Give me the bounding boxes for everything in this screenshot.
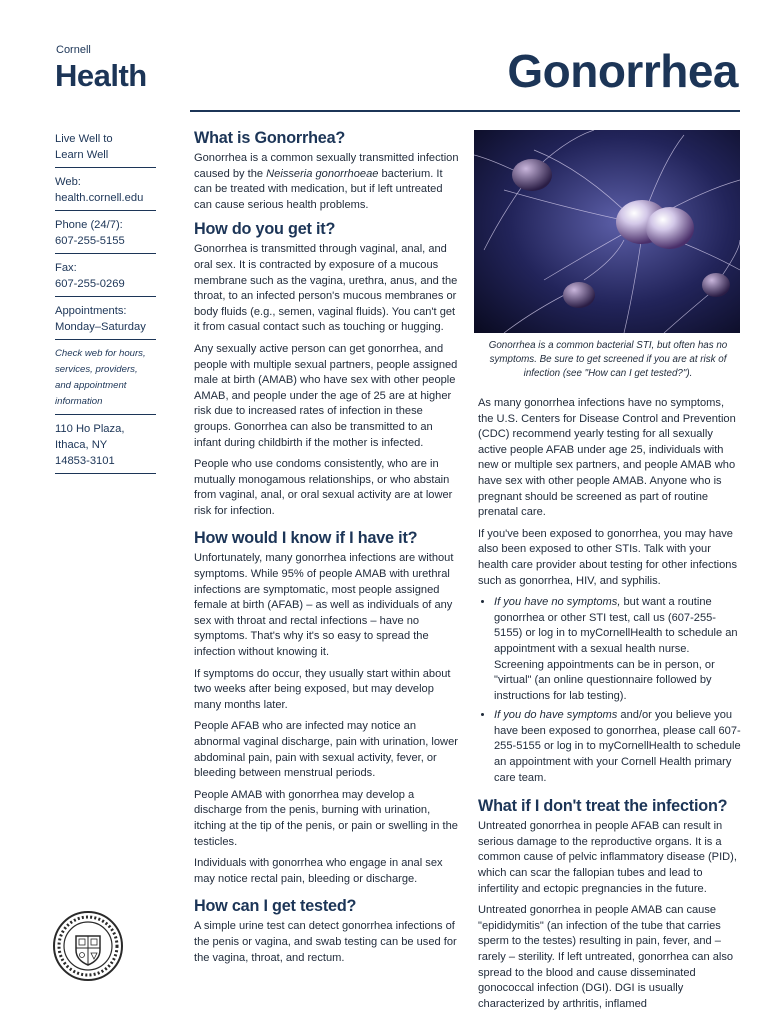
- hours-note-line-4: information: [55, 396, 103, 407]
- header-rule: [190, 110, 740, 112]
- symptoms-text: and/or you believe you have been exposed to gonorrhea, please call 607-255-5155 or log in to myCornellHealth to schedule an appointment with your Cornell Health primary care team.: [494, 709, 741, 784]
- appointments-label: Appointments:: [55, 305, 127, 317]
- no-symptoms-lead: If you have no symptoms,: [494, 596, 621, 609]
- list-item: [494, 595, 742, 704]
- how-get-paragraph-1: Gonorrhea is transmitted through vaginal, anal, and oral sex. It is contracted by exposure of a mucous membrane such as the vagina, urethra, anus, and the throat, to an infected person's mucous membranes or body fluids (e.g., semen, vaginal fluids). You can't get it from casual contact such as touching or hugging.: [194, 243, 458, 334]
- know-paragraph-3: People AFAB who are infected may notice an abnormal vaginal discharge, pain with urination, lower abdominal pain, pain with sexual activity, fever, or bleeding between menstrual periods.: [194, 720, 458, 780]
- species-name: Neisseria gonorrhoeae: [266, 167, 379, 180]
- phone-number[interactable]: 607-255-5155: [55, 235, 125, 247]
- fax-label: Fax:: [55, 262, 77, 274]
- page-title: Gonorrhea: [507, 45, 738, 97]
- tagline-line-2: Learn Well: [55, 149, 109, 161]
- heading-what-is: What is Gonorrhea?: [194, 129, 346, 147]
- phone-label: Phone (24/7):: [55, 219, 123, 231]
- what-is-text-b: bacterium. It can be treated with medication, but if left untreated can cause serious health problems.: [194, 167, 443, 211]
- address-block: [55, 420, 156, 474]
- bacteria-photo: [474, 130, 740, 333]
- know-paragraph-5: Individuals with gonorrhea who engage in anal sex may notice rectal pain, bleeding or discharge.: [194, 857, 443, 885]
- untreated-paragraph-2: Untreated gonorrhea in people AMAB can cause "epididymitis" (an infection of the tube that carries sperm to the testes) resulting in pain, fever, and – rarely – sterility. If left untreated, gonorrhea can also spread to the blood and cause disseminated gonococcal infection (DGI). DGI is usually characterized by arthritis, inflamed: [478, 904, 734, 1010]
- heading-untreated: What if I don't treat the infection?: [478, 797, 728, 816]
- address-line-3: 14853-3101: [55, 455, 115, 467]
- appointments-days: Monday–Saturday: [55, 321, 146, 333]
- hours-note-block: [55, 345, 156, 415]
- hours-note-line-2: services, providers,: [55, 364, 138, 375]
- web-label: Web:: [55, 176, 81, 188]
- know-paragraph-4: People AMAB with gonorrhea may develop a discharge from the penis, burning with urination, itching at the tip of the penis, or pain or swelling in the testicles.: [194, 788, 458, 848]
- heading-how-get: How do you get it?: [194, 220, 336, 239]
- brand-org: Cornell: [56, 44, 91, 56]
- address-line-2: Ithaca, NY: [55, 439, 108, 451]
- main-column-left: [194, 128, 460, 972]
- what-is-text-a: Gonorrhea is a common sexually transmitted infection caused by the: [194, 152, 459, 180]
- fax-number: 607-255-0269: [55, 278, 125, 290]
- appointments-block: [55, 302, 156, 340]
- testing-paragraph-2: If you've been exposed to gonorrhea, you may have also been exposed to other STIs. Talk with your health care provider about testing for other infections such as gonorrhea, HIV, and syphilis.: [478, 527, 738, 587]
- hours-note-line-3: and appointment: [55, 380, 127, 391]
- what-is-paragraph: [194, 151, 460, 213]
- university-seal-icon: [52, 910, 124, 982]
- tagline-block: [55, 130, 156, 168]
- contact-sidebar: [55, 130, 156, 479]
- web-block: [55, 173, 156, 211]
- know-paragraph-1: Unfortunately, many gonorrhea infections are without symptoms. While 95% of people AMAB with urethral infections are symptomatic, most people assigned female at birth (AFAB) – as well as individuals of any sex with throat and rectal infections – have no symptoms. That's why it's so easy to spread the infection without knowing it.: [194, 552, 454, 659]
- web-link[interactable]: health.cornell.edu: [55, 192, 144, 204]
- brand-name: Health: [55, 58, 147, 93]
- no-symptoms-text: but want a routine gonorrhea or other STI test, call us (607-255-5155) or log in to myCornellHealth to schedule an appointment with a sexual health nurse. Screening appointments can be in person, or "virtual" (an online questionnaire followed by instructions for lab testing).: [494, 596, 738, 702]
- hours-note-line-1: Check web for hours,: [55, 348, 146, 359]
- how-get-paragraph-3: People who use condoms consistently, who are in mutually monogamous relationships, or who abstain from vaginal, anal, or oral sexual activity are at lower risk for infection.: [194, 458, 453, 517]
- phone-block: [55, 216, 156, 254]
- main-column-right: [478, 396, 742, 1018]
- heading-get-tested: How can I get tested?: [194, 897, 357, 916]
- know-paragraph-2: If symptoms do occur, they usually start within about two weeks after being exposed, but may develop many months later.: [194, 667, 451, 711]
- tested-paragraph-1: A simple urine test can detect gonorrhea infections of the penis or vagina, and swab testing can be used for the vagina, throat, and rectum.: [194, 920, 457, 964]
- heading-how-know: How would I know if I have it?: [194, 529, 418, 548]
- testing-options-list: [478, 595, 742, 786]
- testing-paragraph-1: As many gonorrhea infections have no symptoms, the U.S. Centers for Disease Control and Prevention (CDC) recommend yearly testing for all sexually active people AFAB under age 25, individuals with new or multiple sex partners, and people AMAB who have sex with other people AMAB. Anyone who is pregnant should be screened as part of routine prenatal care.: [478, 397, 736, 519]
- address-line-1: 110 Ho Plaza,: [55, 423, 125, 435]
- symptoms-lead: If you do have symptoms: [494, 709, 618, 722]
- tagline-line-1: Live Well to: [55, 133, 113, 145]
- fax-block: [55, 259, 156, 297]
- how-get-paragraph-2: Any sexually active person can get gonorrhea, and people with multiple sexual partners, people assigned male at birth (AMAB) who have sex with other people AMAB, and people under the age of 25 are at higher risk due to increased rates of infection in these groups. Gonorrhea can also be transmitted to an infant during childbirth if the mother is infected.: [194, 342, 458, 449]
- photo-caption: Gonorrhea is a common bacterial STI, but often has no symptoms. Be sure to get screened if you are at risk of infection (see "How can I get tested?").: [488, 340, 728, 379]
- untreated-paragraph-1: Untreated gonorrhea in people AFAB can result in serious damage to the reproductive organs. It is a common cause of pelvic inflammatory disease (PID), which can scar the fallopian tubes and lead to infertility and ectopic pregnancies in the future.: [478, 820, 737, 895]
- list-item: [494, 708, 742, 786]
